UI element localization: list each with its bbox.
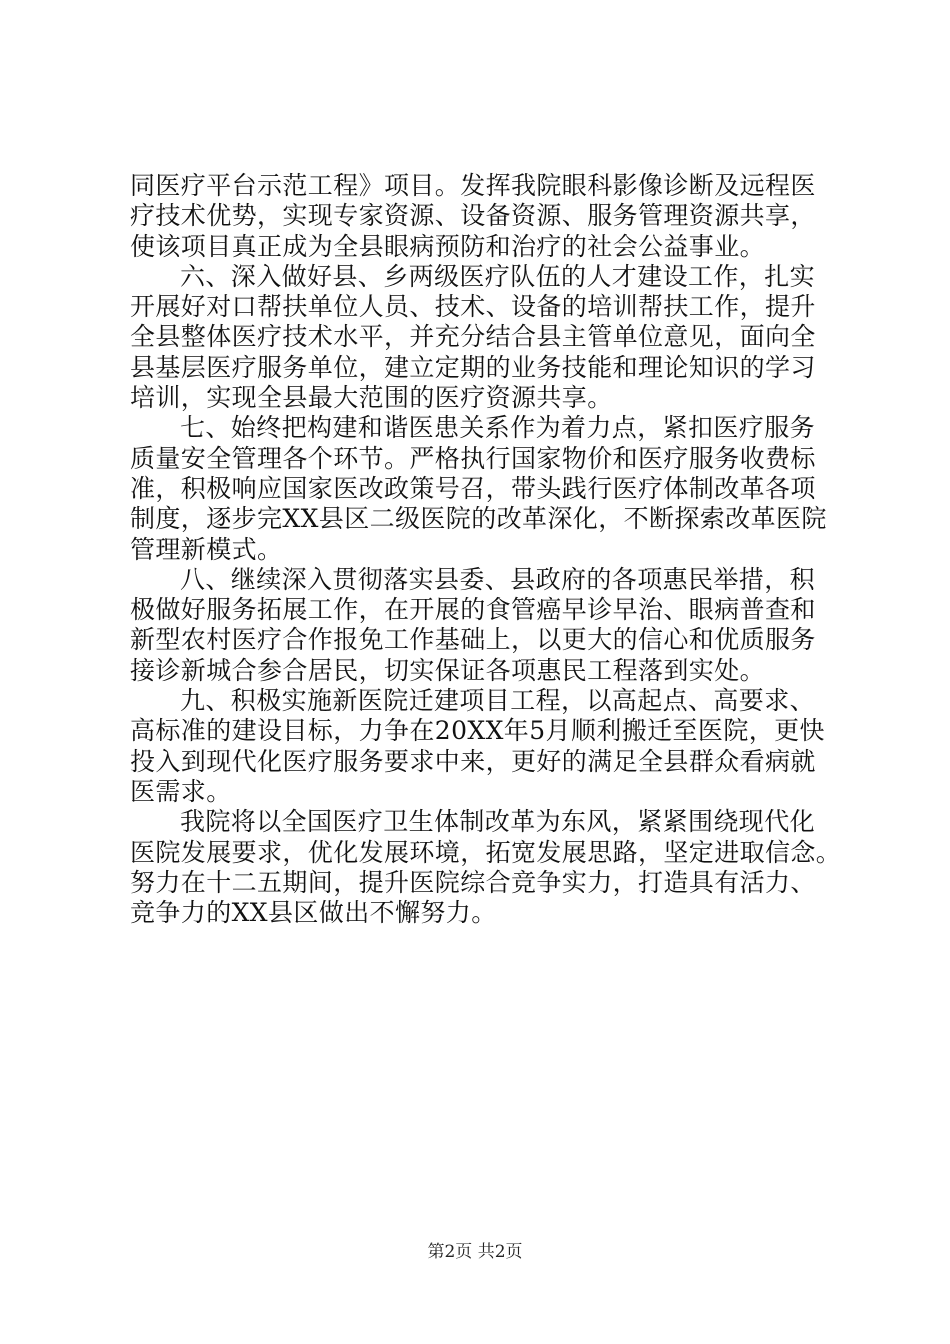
page-number-footer: 第2页 共2页 [427,1242,523,1262]
text-line: 极做好服务拓展工作，在开展的食管癌早诊早治、眼病普查和 [130,595,816,625]
text-line: 疗技术优势，实现专家资源、设备资源、服务管理资源共享， [130,201,816,231]
text-line: 九、积极实施新医院迁建项目工程，以高起点、高要求、 [180,686,816,716]
text-line: 七、始终把构建和谐医患关系作为着力点，紧扣医疗服务 [180,413,816,443]
text-line: 八、继续深入贯彻落实县委、县政府的各项惠民举措，积 [180,564,816,594]
text-line: 六、深入做好县、乡两级医疗队伍的人才建设工作，扎实 [180,261,816,291]
text-line: 接诊新城合参合居民，切实保证各项惠民工程落到实处。 [130,655,766,685]
text-line: 同医疗平台示范工程》项目。发挥我院眼科影像诊断及远程医 [130,171,816,200]
text-line: 开展好对口帮扶单位人员、技术、设备的培训帮扶工作，提升 [130,292,816,322]
text-line: 制度，逐步完XX县区二级医院的改革深化，不断探索改革医院 [130,504,827,534]
text-line: 质量安全管理各个环节。严格执行国家物价和医疗服务收费标 [130,443,816,473]
text-line: 全县整体医疗技术水平，并充分结合县主管单位意见，面向全 [130,322,816,352]
text-line: 培训，实现全县最大范围的医疗资源共享。 [130,383,613,413]
text-line: 使该项目真正成为全县眼病预防和治疗的社会公益事业。 [130,231,766,261]
paragraph-4 [130,565,830,686]
text-line: 准，积极响应国家医改政策号召，带头践行医疗体制改革各项 [130,473,816,503]
paragraph-3 [130,413,830,564]
text-line: 竞争力的XX县区做出不懈努力。 [130,898,497,928]
paragraph-2 [130,262,830,413]
paragraph-6 [130,807,842,928]
text-line: 县基层医疗服务单位，建立定期的业务技能和理论知识的学习 [130,352,816,382]
text-line: 投入到现代化医疗服务要求中来，更好的满足全县群众看病就 [130,746,816,776]
paragraph-1 [130,171,830,262]
text-line: 新型农村医疗合作报免工作基础上，以更大的信心和优质服务 [130,625,816,655]
text-line: 医需求。 [130,776,232,806]
text-line: 医院发展要求，优化发展环境，拓宽发展思路，坚定进取信念。 [130,837,842,867]
paragraph-5 [130,686,830,807]
text-line: 高标准的建设目标，力争在20XX年5月顺利搬迁至医院，更快 [130,716,825,746]
text-line: 管理新模式。 [130,534,283,564]
text-line: 努力在十二五期间，提升医院综合竞争实力，打造具有活力、 [130,867,816,897]
text-line: 我院将以全国医疗卫生体制改革为东风，紧紧围绕现代化 [180,807,816,837]
document-body [130,171,842,928]
